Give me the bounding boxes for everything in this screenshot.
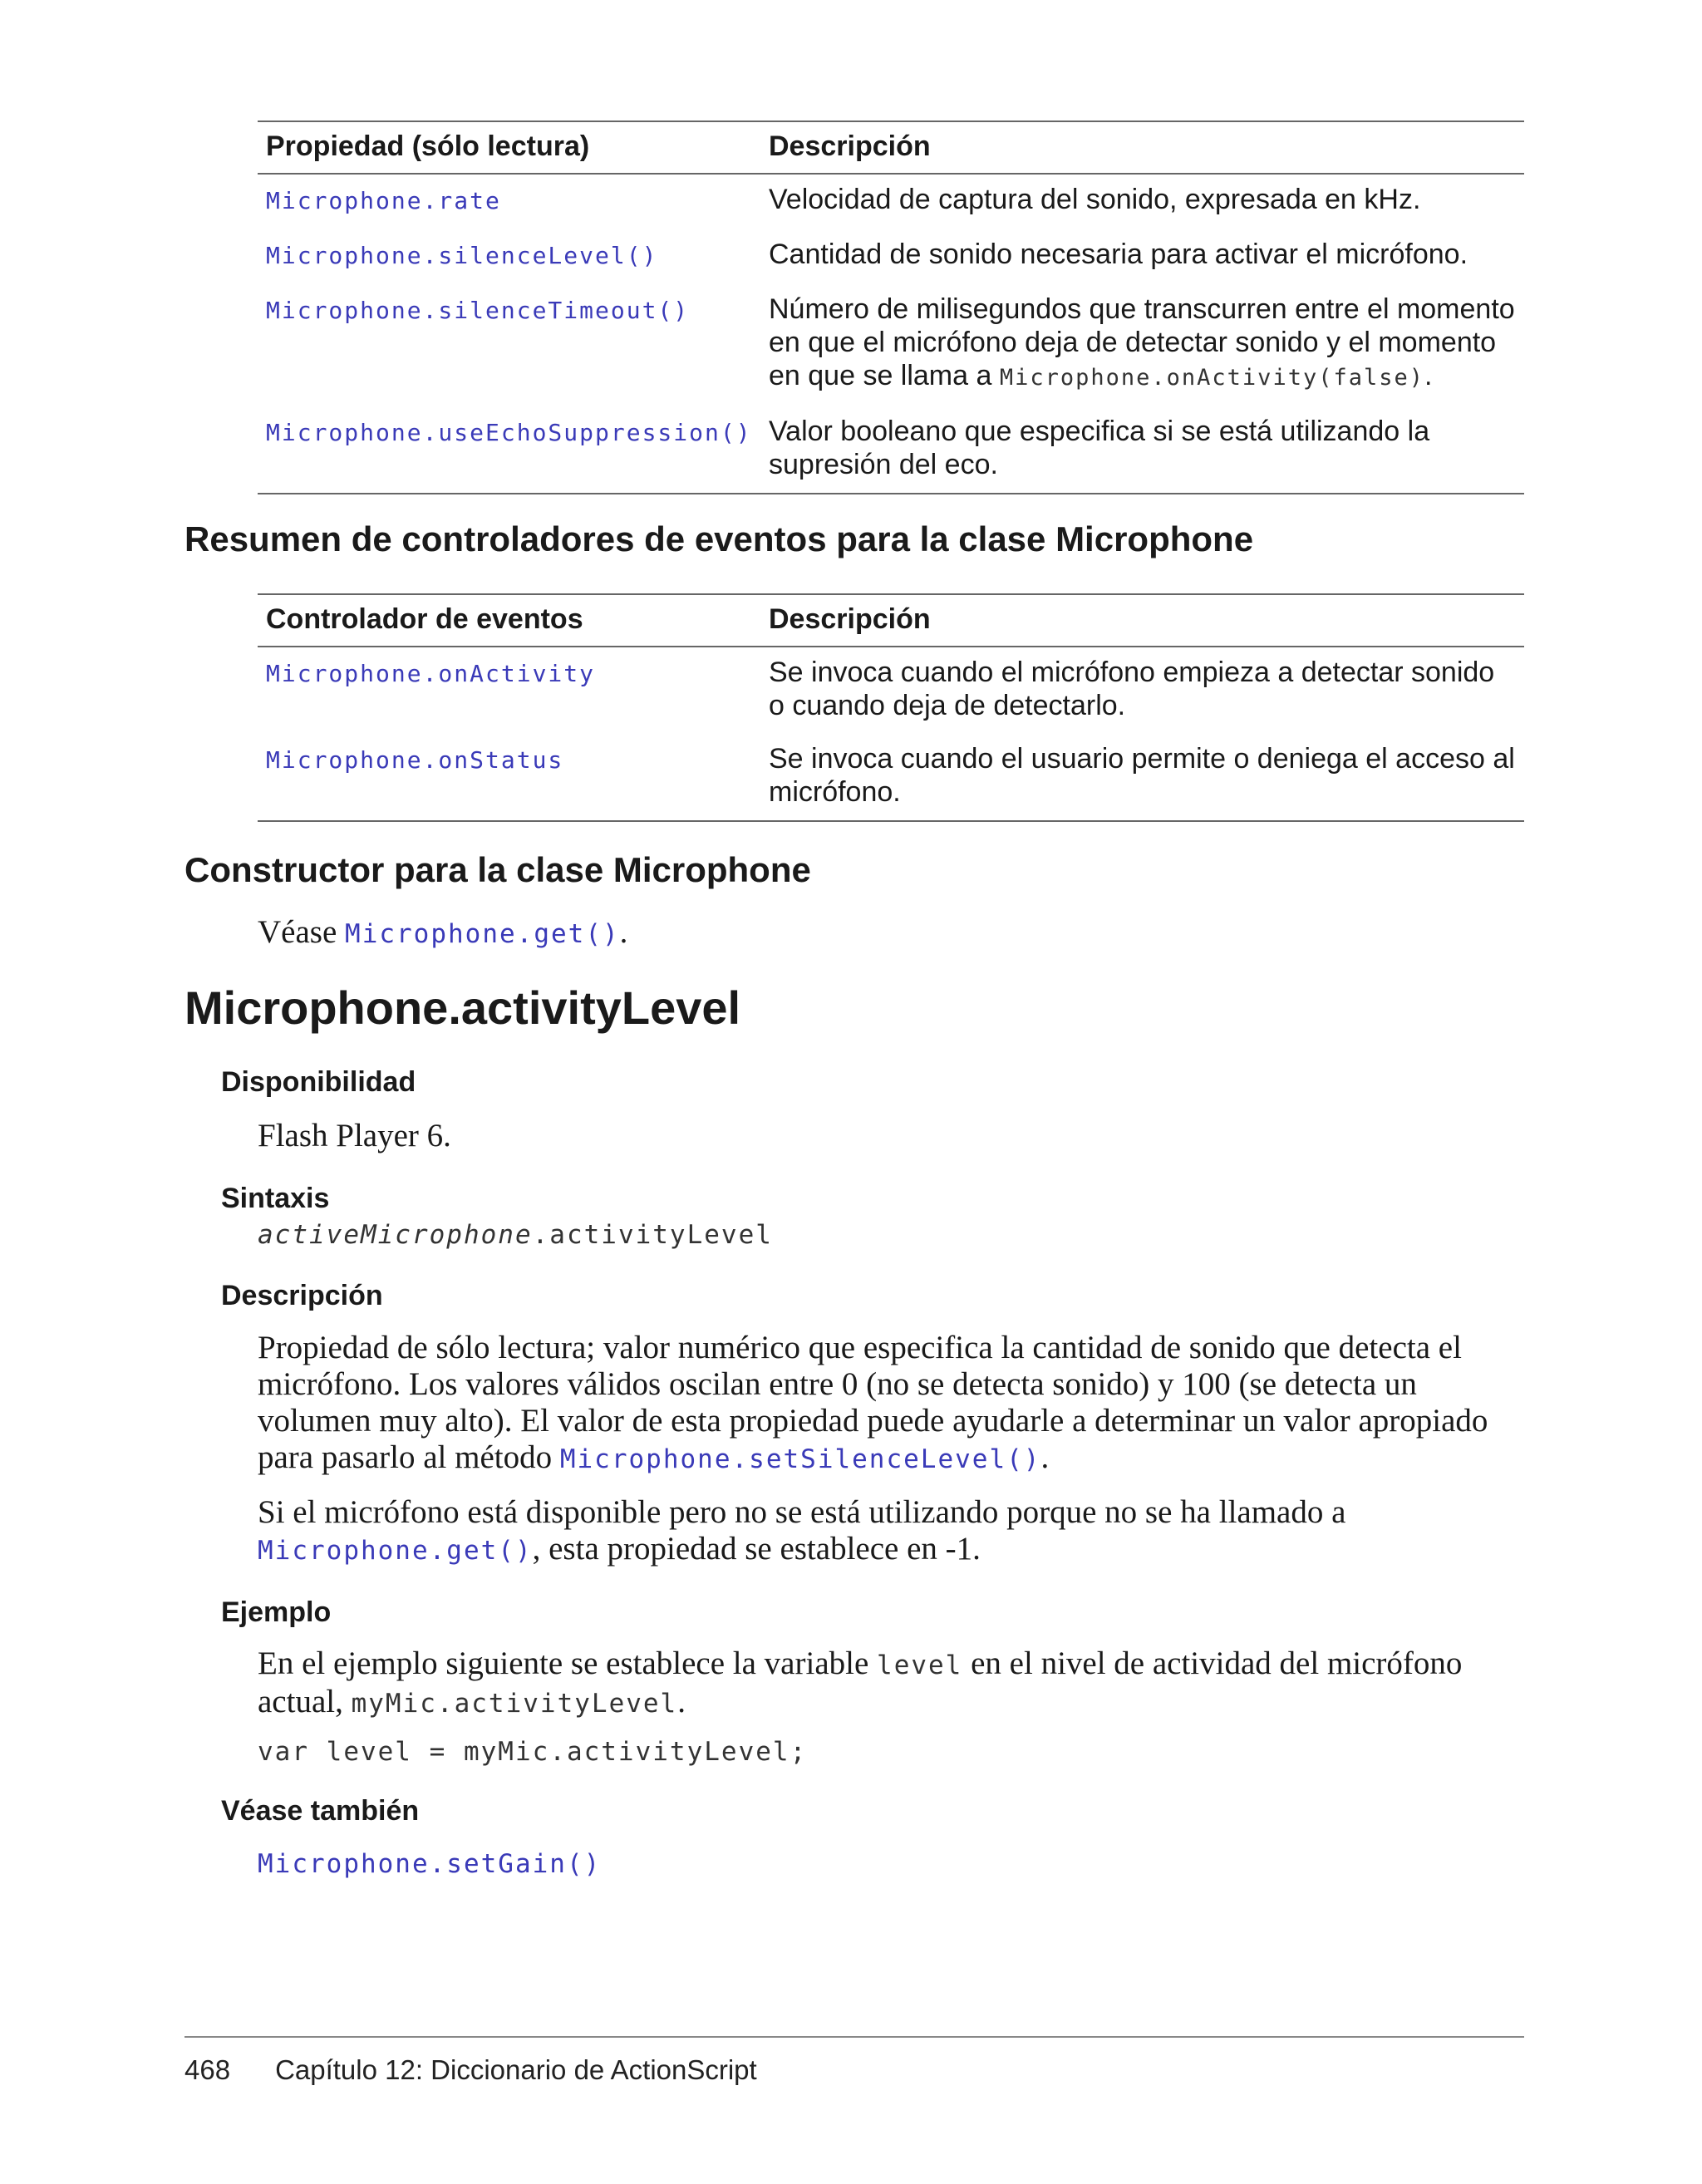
property-description: Número de milisegundos que transcurren entre el momento en que el micrófono deja de detectar sonido y el momento en que se llama a Microphone.onActivity(false). <box>769 293 1515 391</box>
column-header: Propiedad (sólo lectura) <box>258 121 760 174</box>
property-description: Cantidad de sonido necesaria para activar el micrófono. <box>769 239 1468 270</box>
inline-code: Microphone.onActivity(false) <box>999 365 1424 391</box>
chapter-title: Capítulo 12: Diccionario de ActionScript <box>275 2054 757 2085</box>
table-row <box>258 284 1524 406</box>
example-heading: Ejemplo <box>221 1596 332 1628</box>
events-table <box>258 593 1524 822</box>
properties-table <box>258 121 1524 494</box>
table-row <box>258 734 1524 821</box>
event-link[interactable]: Microphone.onActivity <box>266 660 596 687</box>
see-also-heading: Véase también <box>221 1795 420 1827</box>
syntax-code: activeMicrophone.activityLevel <box>258 1220 773 1250</box>
page-footer <box>184 2054 757 2086</box>
setsilencelevel-link[interactable]: Microphone.setSilenceLevel() <box>559 1444 1041 1474</box>
entry-title: Microphone.activityLevel <box>184 981 741 1034</box>
property-link[interactable]: Microphone.rate <box>266 187 501 214</box>
event-link[interactable]: Microphone.onStatus <box>266 746 564 774</box>
property-description: Velocidad de captura del sonido, expresada en kHz. <box>769 184 1421 215</box>
constructor-text: Véase Microphone.get(). <box>258 914 628 950</box>
events-heading: Resumen de controladores de eventos para la clase Microphone <box>184 519 1254 558</box>
setgain-link[interactable]: Microphone.setGain() <box>258 1849 602 1879</box>
event-description: Se invoca cuando el micrófono empieza a detectar sonido o cuando deja de detectarlo. <box>769 657 1495 721</box>
table-row <box>258 229 1524 284</box>
availability-text: Flash Player 6. <box>258 1118 451 1153</box>
column-header: Descripción <box>760 594 1524 647</box>
get-link[interactable]: Microphone.get() <box>258 1536 533 1566</box>
property-description: Valor booleano que especifica si se está utilizando la supresión del eco. <box>760 406 1524 494</box>
availability-heading: Disponibilidad <box>221 1066 416 1098</box>
table-row <box>258 406 1524 494</box>
syntax-heading: Sintaxis <box>221 1183 330 1214</box>
property-link[interactable]: Microphone.useEchoSuppression() <box>266 419 752 446</box>
example-paragraph: En el ejemplo siguiente se establece la variable level en el nivel de actividad del micrófono actual, myMic.activityLevel. <box>258 1645 1463 1719</box>
event-description: Se invoca cuando el usuario permite o deniega el acceso al micrófono. <box>760 734 1524 821</box>
table-row <box>258 174 1524 229</box>
inline-code: myMic.activityLevel <box>351 1689 678 1719</box>
example-code: var level = myMic.activityLevel; <box>258 1737 808 1767</box>
footer-divider <box>184 2036 1524 2038</box>
constructor-heading: Constructor para la clase Microphone <box>184 850 811 889</box>
column-header: Descripción <box>760 121 1524 174</box>
page-number: 468 <box>184 2054 231 2085</box>
table-header-row <box>258 121 1524 174</box>
table-header-row <box>258 594 1524 647</box>
description-heading: Descripción <box>221 1280 383 1311</box>
property-link[interactable]: Microphone.silenceTimeout() <box>266 297 690 324</box>
table-row <box>258 647 1524 734</box>
description-paragraph: Propiedad de sólo lectura; valor numérico que especifica la cantidad de sonido que detecta el micrófono. Los valores válidos oscilan entre 0 (no se detecta sonido) y 100 (se detecta un volumen muy alto). El valor de esta propiedad puede ayudarle a determinar un valor apropiado para pasarlo al método Microphone.setSilenceLevel(). <box>258 1330 1488 1475</box>
inline-code: level <box>877 1650 963 1680</box>
column-header: Controlador de eventos <box>258 594 760 647</box>
description-paragraph: Si el micrófono está disponible pero no se está utilizando porque no se ha llamado a Microphone.get(), esta propiedad se establece en -1. <box>258 1494 1346 1567</box>
property-link[interactable]: Microphone.silenceLevel() <box>266 242 658 269</box>
constructor-link[interactable]: Microphone.get() <box>345 919 620 949</box>
